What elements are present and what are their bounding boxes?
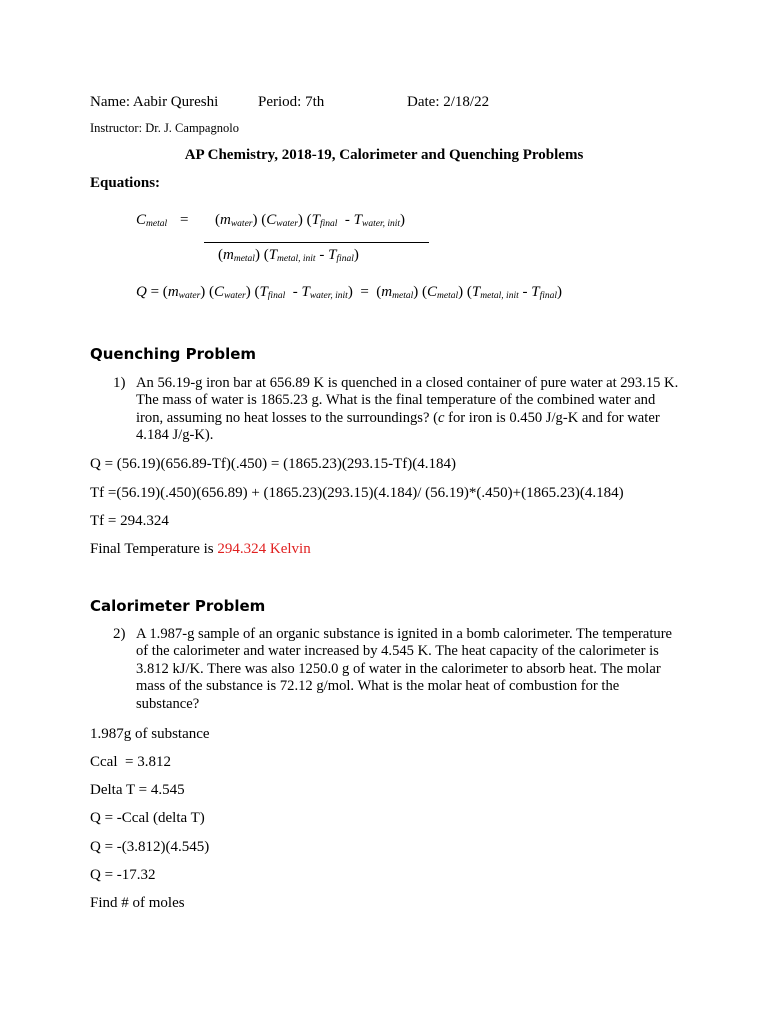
heat-balance-equation: $Q = (m_{water})$ $(C_{water})$ $(T_{final} - T_{water, init}) = (m_{metal})$ $(C_{metal})$ $(T_{metal, init} - T_{final})$ bbox=[136, 284, 562, 301]
equation-numerator: $(m_{water})$ $(C_{water})$ $(T_{final} - T_{water, init})$ bbox=[215, 212, 406, 229]
equation-denominator: $(m_{metal})$ $(T_{metal, init} - T_{final})$ bbox=[218, 247, 359, 264]
instructor: Instructor: Dr. J. Campagnolo bbox=[90, 121, 239, 135]
calorimeter-heading: Calorimeter Problem bbox=[90, 597, 266, 615]
final-temperature-answer: 294.324 Kelvin bbox=[217, 541, 311, 557]
page-title: AP Chemistry, 2018-19, Calorimeter and Quenching Problems bbox=[184, 147, 584, 163]
cal-work-line-4: Q = -Ccal (delta T) bbox=[90, 810, 205, 826]
quench-work-line-1: Q = (56.19)(656.89-Tf)(.450) = (1865.23)(293.15-Tf)(4.184) bbox=[90, 456, 456, 472]
cal-work-line-7: Find # of moles bbox=[90, 895, 185, 911]
equals-sign: = bbox=[180, 212, 189, 228]
problem-2-number: 2) bbox=[113, 626, 126, 642]
problem-1-text: An 56.19-g iron bar at 656.89 K is quenched in a closed container of pure water at 293.15 K. The mass of water is 1865.23 g. What is the final temperature of the combined water and iron, assuming no heat losses to the surroundings? (c for iron is 0.450 J/g-K and for water 4.184 J/g-K). bbox=[136, 375, 679, 444]
problem-2-text: A 1.987-g sample of an organic substance is ignited in a bomb calorimeter. The temperature of the calorimeter and water increased by 4.545 K. The heat capacity of the calorimeter is 3.812 kJ/K. There was also 1250.0 g of water in the calorimeter to absorb heat. The molar mass of the substance is 72.12 g/mol. What is the molar heat of combustion for the substance? bbox=[136, 626, 673, 712]
student-name: Name: Aabir Qureshi bbox=[90, 94, 219, 110]
period: Period: 7th bbox=[258, 94, 325, 110]
quench-work-line-2: Tf =(56.19)(.450)(656.89) + (1865.23)(293.15)(4.184)/ (56.19)*(.450)+(1865.23)(4.184) bbox=[90, 485, 624, 501]
c-metal-symbol: $C_{metal}$ bbox=[136, 212, 168, 229]
date: Date: 2/18/22 bbox=[407, 94, 490, 110]
cal-work-line-5: Q = -(3.812)(4.545) bbox=[90, 839, 210, 855]
cal-work-line-3: Delta T = 4.545 bbox=[90, 782, 185, 798]
quench-work-line-3: Tf = 294.324 bbox=[90, 513, 169, 529]
quenching-heading: Quenching Problem bbox=[90, 345, 257, 363]
cal-work-line-2: Ccal = 3.812 bbox=[90, 754, 171, 770]
cal-work-line-6: Q = -17.32 bbox=[90, 867, 156, 883]
problem-1-number: 1) bbox=[113, 375, 126, 391]
cal-work-line-1: 1.987g of substance bbox=[90, 726, 210, 742]
final-temperature-line: Final Temperature is 294.324 Kelvin bbox=[90, 541, 311, 557]
equations-label: Equations: bbox=[90, 175, 161, 191]
fraction-bar bbox=[204, 242, 429, 243]
